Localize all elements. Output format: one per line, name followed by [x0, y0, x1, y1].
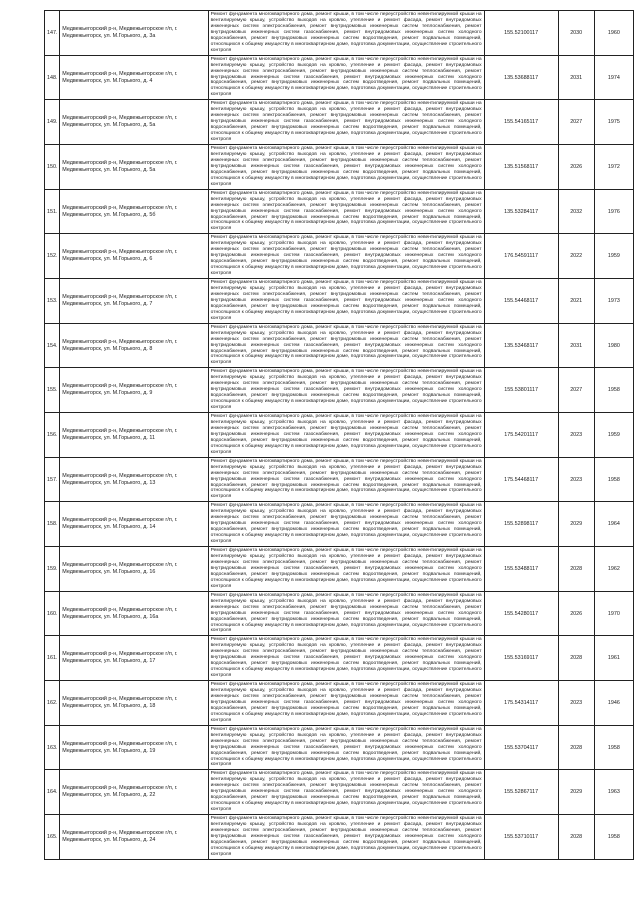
- construction-year: 1975: [594, 100, 633, 145]
- building-address: Медвежьегорский р-н, Медвежьегорское г/п, г. Медвежьегорск, ул. М.Горького, д. 5б: [60, 189, 208, 234]
- row-number: 150.: [45, 145, 60, 190]
- construction-year: 1960: [594, 11, 633, 56]
- row-number: 156.: [45, 413, 60, 458]
- building-address: Медвежьегорский р-н, Медвежьегорское г/п, г. Медвежьегорск, ул. М.Горького, д. 8: [60, 323, 208, 368]
- planned-repair-year: 2032: [558, 189, 594, 234]
- table-row: [45, 547, 634, 592]
- repair-works-description: Ремонт фундамента многоквартирного дома, ремонт крыши, в том числе переустройство невентилируемой крыши на вентилируемую крышу, устройство выходов на кровлю, утепление и ремонт фасада, ремонт внутридомовых инженерных систем электроснабжения, ремонт внутридомовых инженерных систем теплоснабжения, ремонт внутридомовых инженерных систем газоснабжения, ремонт внутридомовых инженерных систем холодного водоснабжения, ремонт внутридомовых инженерных систем водоотведения, ремонт подвальных помещений, относящихся к общему имуществу в многоквартирном доме, подготовка документации, осуществление строительного контроля: [208, 145, 484, 190]
- object-code: 155.52898117: [484, 502, 558, 547]
- building-address: Медвежьегорский р-н, Медвежьегорское г/п, г. Медвежьегорск, ул. М.Горького, д. 24: [60, 815, 208, 860]
- object-code: 155.53801117: [484, 368, 558, 413]
- planned-repair-year: 2026: [558, 591, 594, 636]
- table-row: [45, 725, 634, 770]
- housing-repair-register: [44, 10, 634, 860]
- row-number: 152.: [45, 234, 60, 279]
- repair-works-description: Ремонт фундамента многоквартирного дома, ремонт крыши, в том числе переустройство невентилируемой крыши на вентилируемую крышу, устройство выходов на кровлю, утепление и ремонт фасада, ремонт внутридомовых инженерных систем электроснабжения, ремонт внутридомовых инженерных систем теплоснабжения, ремонт внутридомовых инженерных систем газоснабжения, ремонт внутридомовых инженерных систем холодного водоснабжения, ремонт внутридомовых инженерных систем водоотведения, ремонт подвальных помещений, относящихся к общему имуществу в многоквартирном доме, подготовка документации, осуществление строительного контроля: [208, 413, 484, 458]
- planned-repair-year: 2026: [558, 145, 594, 190]
- building-address: Медвежьегорский р-н, Медвежьегорское г/п, г. Медвежьегорск, ул. М.Горького, д. 5а: [60, 100, 208, 145]
- row-number: 151.: [45, 189, 60, 234]
- object-code: 175.54201117: [484, 413, 558, 458]
- building-address: Медвежьегорский р-н, Медвежьегорское г/п, г. Медвежьегорск, ул. М.Горького, д. 14: [60, 502, 208, 547]
- row-number: 153.: [45, 279, 60, 324]
- repair-works-description: Ремонт фундамента многоквартирного дома, ремонт крыши, в том числе переустройство невентилируемой крыши на вентилируемую крышу, устройство выходов на кровлю, утепление и ремонт фасада, ремонт внутридомовых инженерных систем электроснабжения, ремонт внутридомовых инженерных систем теплоснабжения, ремонт внутридомовых инженерных систем газоснабжения, ремонт внутридомовых инженерных систем холодного водоснабжения, ремонт внутридомовых инженерных систем водоотведения, ремонт подвальных помещений, относящихся к общему имуществу в многоквартирном доме, подготовка документации, осуществление строительного контроля: [208, 815, 484, 860]
- planned-repair-year: 2027: [558, 368, 594, 413]
- repair-works-description: Ремонт фундамента многоквартирного дома, ремонт крыши, в том числе переустройство невентилируемой крыши на вентилируемую крышу, устройство выходов на кровлю, утепление и ремонт фасада, ремонт внутридомовых инженерных систем электроснабжения, ремонт внутридомовых инженерных систем теплоснабжения, ремонт внутридомовых инженерных систем газоснабжения, ремонт внутридомовых инженерных систем холодного водоснабжения, ремонт внутридомовых инженерных систем водоотведения, ремонт подвальных помещений, относящихся к общему имуществу в многоквартирном доме, подготовка документации, осуществление строительного контроля: [208, 368, 484, 413]
- building-address: Медвежьегорский р-н, Медвежьегорское г/п, г. Медвежьегорск, ул. М.Горького, д. 7: [60, 279, 208, 324]
- repair-works-description: Ремонт фундамента многоквартирного дома, ремонт крыши, в том числе переустройство невентилируемой крыши на вентилируемую крышу, устройство выходов на кровлю, утепление и ремонт фасада, ремонт внутридомовых инженерных систем электроснабжения, ремонт внутридомовых инженерных систем теплоснабжения, ремонт внутридомовых инженерных систем газоснабжения, ремонт внутридомовых инженерных систем холодного водоснабжения, ремонт внутридомовых инженерных систем водоотведения, ремонт подвальных помещений, относящихся к общему имуществу в многоквартирном доме, подготовка документации, осуществление строительного контроля: [208, 457, 484, 502]
- row-number: 154.: [45, 323, 60, 368]
- building-address: Медвежьегорский р-н, Медвежьегорское г/п, г. Медвежьегорск, ул. М.Горького, д. 16а: [60, 591, 208, 636]
- construction-year: 1959: [594, 234, 633, 279]
- repair-works-description: Ремонт фундамента многоквартирного дома, ремонт крыши, в том числе переустройство невентилируемой крыши на вентилируемую крышу, устройство выходов на кровлю, утепление и ремонт фасада, ремонт внутридомовых инженерных систем электроснабжения, ремонт внутридомовых инженерных систем теплоснабжения, ремонт внутридомовых инженерных систем газоснабжения, ремонт внутридомовых инженерных систем холодного водоснабжения, ремонт внутридомовых инженерных систем водоотведения, ремонт подвальных помещений, относящихся к общему имуществу в многоквартирном доме, подготовка документации, осуществление строительного контроля: [208, 234, 484, 279]
- planned-repair-year: 2023: [558, 681, 594, 726]
- building-address: Медвежьегорский р-н, Медвежьегорское г/п, г. Медвежьегорск, ул. М.Горького, д. 18: [60, 681, 208, 726]
- construction-year: 1946: [594, 681, 633, 726]
- repair-works-description: Ремонт фундамента многоквартирного дома, ремонт крыши, в том числе переустройство невентилируемой крыши на вентилируемую крышу, устройство выходов на кровлю, утепление и ремонт фасада, ремонт внутридомовых инженерных систем электроснабжения, ремонт внутридомовых инженерных систем теплоснабжения, ремонт внутридомовых инженерных систем газоснабжения, ремонт внутридомовых инженерных систем холодного водоснабжения, ремонт внутридомовых инженерных систем водоотведения, ремонт подвальных помещений, относящихся к общему имуществу в многоквартирном доме, подготовка документации, осуществление строительного контроля: [208, 279, 484, 324]
- table-row: [45, 323, 634, 368]
- construction-year: 1961: [594, 636, 633, 681]
- table-row: [45, 770, 634, 815]
- construction-year: 1958: [594, 815, 633, 860]
- planned-repair-year: 2028: [558, 815, 594, 860]
- repair-works-description: Ремонт фундамента многоквартирного дома, ремонт крыши, в том числе переустройство невентилируемой крыши на вентилируемую крышу, устройство выходов на кровлю, утепление и ремонт фасада, ремонт внутридомовых инженерных систем электроснабжения, ремонт внутридомовых инженерных систем теплоснабжения, ремонт внутридомовых инженерных систем газоснабжения, ремонт внутридомовых инженерных систем холодного водоснабжения, ремонт внутридомовых инженерных систем водоотведения, ремонт подвальных помещений, относящихся к общему имуществу в многоквартирном доме, подготовка документации, осуществление строительного контроля: [208, 55, 484, 100]
- table-row: [45, 145, 634, 190]
- building-address: Медвежьегорский р-н, Медвежьегорское г/п, г. Медвежьегорск, ул. М.Горького, д. 13: [60, 457, 208, 502]
- object-code: 135.53688117: [484, 55, 558, 100]
- repair-works-description: Ремонт фундамента многоквартирного дома, ремонт крыши, в том числе переустройство невентилируемой крыши на вентилируемую крышу, устройство выходов на кровлю, утепление и ремонт фасада, ремонт внутридомовых инженерных систем электроснабжения, ремонт внутридомовых инженерных систем теплоснабжения, ремонт внутридомовых инженерных систем газоснабжения, ремонт внутридомовых инженерных систем холодного водоснабжения, ремонт внутридомовых инженерных систем водоотведения, ремонт подвальных помещений, относящихся к общему имуществу в многоквартирном доме, подготовка документации, осуществление строительного контроля: [208, 189, 484, 234]
- planned-repair-year: 2029: [558, 770, 594, 815]
- table-row: [45, 368, 634, 413]
- register-table: [44, 10, 634, 860]
- construction-year: 1974: [594, 55, 633, 100]
- repair-works-description: Ремонт фундамента многоквартирного дома, ремонт крыши, в том числе переустройство невентилируемой крыши на вентилируемую крышу, устройство выходов на кровлю, утепление и ремонт фасада, ремонт внутридомовых инженерных систем электроснабжения, ремонт внутридомовых инженерных систем теплоснабжения, ремонт внутридомовых инженерных систем газоснабжения, ремонт внутридомовых инженерных систем холодного водоснабжения, ремонт внутридомовых инженерных систем водоотведения, ремонт подвальных помещений, относящихся к общему имуществу в многоквартирном доме, подготовка документации, осуществление строительного контроля: [208, 591, 484, 636]
- construction-year: 1976: [594, 189, 633, 234]
- object-code: 176.54591117: [484, 234, 558, 279]
- object-code: 155.53704117: [484, 725, 558, 770]
- object-code: 155.54280117: [484, 591, 558, 636]
- table-row: [45, 681, 634, 726]
- object-code: 155.54165117: [484, 100, 558, 145]
- planned-repair-year: 2028: [558, 547, 594, 592]
- repair-works-description: Ремонт фундамента многоквартирного дома, ремонт крыши, в том числе переустройство невентилируемой крыши на вентилируемую крышу, устройство выходов на кровлю, утепление и ремонт фасада, ремонт внутридомовых инженерных систем электроснабжения, ремонт внутридомовых инженерных систем теплоснабжения, ремонт внутридомовых инженерных систем газоснабжения, ремонт внутридомовых инженерных систем холодного водоснабжения, ремонт внутридомовых инженерных систем водоотведения, ремонт подвальных помещений, относящихся к общему имуществу в многоквартирном доме, подготовка документации, осуществление строительного контроля: [208, 100, 484, 145]
- planned-repair-year: 2031: [558, 55, 594, 100]
- register-rows: [45, 11, 634, 860]
- planned-repair-year: 2027: [558, 100, 594, 145]
- building-address: Медвежьегорский р-н, Медвежьегорское г/п, г. Медвежьегорск, ул. М.Горького, д. 22: [60, 770, 208, 815]
- table-row: [45, 234, 634, 279]
- construction-year: 1963: [594, 770, 633, 815]
- object-code: 155.52867117: [484, 770, 558, 815]
- building-address: Медвежьегорский р-н, Медвежьегорское г/п, г. Медвежьегорск, ул. М.Горького, д. 17: [60, 636, 208, 681]
- construction-year: 1962: [594, 547, 633, 592]
- object-code: 155.53169117: [484, 636, 558, 681]
- object-code: 155.53488117: [484, 547, 558, 592]
- construction-year: 1958: [594, 725, 633, 770]
- table-row: [45, 502, 634, 547]
- row-number: 148.: [45, 55, 60, 100]
- building-address: Медвежьегорский р-н, Медвежьегорское г/п, г. Медвежьегорск, ул. М.Горького, д. 6: [60, 234, 208, 279]
- repair-works-description: Ремонт фундамента многоквартирного дома, ремонт крыши, в том числе переустройство невентилируемой крыши на вентилируемую крышу, устройство выходов на кровлю, утепление и ремонт фасада, ремонт внутридомовых инженерных систем электроснабжения, ремонт внутридомовых инженерных систем теплоснабжения, ремонт внутридомовых инженерных систем газоснабжения, ремонт внутридомовых инженерных систем холодного водоснабжения, ремонт внутридомовых инженерных систем водоотведения, ремонт подвальных помещений, относящихся к общему имуществу в многоквартирном доме, подготовка документации, осуществление строительного контроля: [208, 725, 484, 770]
- row-number: 155.: [45, 368, 60, 413]
- construction-year: 1972: [594, 145, 633, 190]
- building-address: Медвежьегорский р-н, Медвежьегорское г/п, г. Медвежьегорск, ул. М.Горького, д. 5а: [60, 145, 208, 190]
- construction-year: 1964: [594, 502, 633, 547]
- building-address: Медвежьегорский р-н, Медвежьегорское г/п, г. Медвежьегорск, ул. М.Горького, д. 19: [60, 725, 208, 770]
- row-number: 164.: [45, 770, 60, 815]
- planned-repair-year: 2022: [558, 234, 594, 279]
- building-address: Медвежьегорский р-н, Медвежьегорское г/п, г. Медвежьегорск, ул. М.Горького, д. 11: [60, 413, 208, 458]
- repair-works-description: Ремонт фундамента многоквартирного дома, ремонт крыши, в том числе переустройство невентилируемой крыши на вентилируемую крышу, устройство выходов на кровлю, утепление и ремонт фасада, ремонт внутридомовых инженерных систем электроснабжения, ремонт внутридомовых инженерных систем теплоснабжения, ремонт внутридомовых инженерных систем газоснабжения, ремонт внутридомовых инженерных систем холодного водоснабжения, ремонт внутридомовых инженерных систем водоотведения, ремонт подвальных помещений, относящихся к общему имуществу в многоквартирном доме, подготовка документации, осуществление строительного контроля: [208, 770, 484, 815]
- table-row: [45, 279, 634, 324]
- planned-repair-year: 2030: [558, 11, 594, 56]
- construction-year: 1973: [594, 279, 633, 324]
- construction-year: 1959: [594, 413, 633, 458]
- row-number: 163.: [45, 725, 60, 770]
- planned-repair-year: 2028: [558, 725, 594, 770]
- building-address: Медвежьегорский р-н, Медвежьегорское г/п, г. Медвежьегорск, ул. М.Горького, д. 3а: [60, 11, 208, 56]
- planned-repair-year: 2023: [558, 457, 594, 502]
- repair-works-description: Ремонт фундамента многоквартирного дома, ремонт крыши, в том числе переустройство невентилируемой крыши на вентилируемую крышу, устройство выходов на кровлю, утепление и ремонт фасада, ремонт внутридомовых инженерных систем электроснабжения, ремонт внутридомовых инженерных систем теплоснабжения, ремонт внутридомовых инженерных систем газоснабжения, ремонт внутридомовых инженерных систем холодного водоснабжения, ремонт внутридомовых инженерных систем водоотведения, ремонт подвальных помещений, относящихся к общему имуществу в многоквартирном доме, подготовка документации, осуществление строительного контроля: [208, 502, 484, 547]
- row-number: 157.: [45, 457, 60, 502]
- table-row: [45, 457, 634, 502]
- planned-repair-year: 2023: [558, 413, 594, 458]
- repair-works-description: Ремонт фундамента многоквартирного дома, ремонт крыши, в том числе переустройство невентилируемой крыши на вентилируемую крышу, устройство выходов на кровлю, утепление и ремонт фасада, ремонт внутридомовых инженерных систем электроснабжения, ремонт внутридомовых инженерных систем теплоснабжения, ремонт внутридомовых инженерных систем газоснабжения, ремонт внутридомовых инженерных систем холодного водоснабжения, ремонт внутридомовых инженерных систем водоотведения, ремонт подвальных помещений, относящихся к общему имуществу в многоквартирном доме, подготовка документации, осуществление строительного контроля: [208, 11, 484, 56]
- repair-works-description: Ремонт фундамента многоквартирного дома, ремонт крыши, в том числе переустройство невентилируемой крыши на вентилируемую крышу, устройство выходов на кровлю, утепление и ремонт фасада, ремонт внутридомовых инженерных систем электроснабжения, ремонт внутридомовых инженерных систем теплоснабжения, ремонт внутридомовых инженерных систем газоснабжения, ремонт внутридомовых инженерных систем холодного водоснабжения, ремонт внутридомовых инженерных систем водоотведения, ремонт подвальных помещений, относящихся к общему имуществу в многоквартирном доме, подготовка документации, осуществление строительного контроля: [208, 323, 484, 368]
- building-address: Медвежьегорский р-н, Медвежьегорское г/п, г. Медвежьегорск, ул. М.Горького, д. 4: [60, 55, 208, 100]
- table-row: [45, 413, 634, 458]
- table-row: [45, 11, 634, 56]
- repair-works-description: Ремонт фундамента многоквартирного дома, ремонт крыши, в том числе переустройство невентилируемой крыши на вентилируемую крышу, устройство выходов на кровлю, утепление и ремонт фасада, ремонт внутридомовых инженерных систем электроснабжения, ремонт внутридомовых инженерных систем теплоснабжения, ремонт внутридомовых инженерных систем газоснабжения, ремонт внутридомовых инженерных систем холодного водоснабжения, ремонт внутридомовых инженерных систем водоотведения, ремонт подвальных помещений, относящихся к общему имуществу в многоквартирном доме, подготовка документации, осуществление строительного контроля: [208, 547, 484, 592]
- table-row: [45, 55, 634, 100]
- row-number: 158.: [45, 502, 60, 547]
- object-code: 135.53468117: [484, 323, 558, 368]
- construction-year: 1958: [594, 368, 633, 413]
- repair-works-description: Ремонт фундамента многоквартирного дома, ремонт крыши, в том числе переустройство невентилируемой крыши на вентилируемую крышу, устройство выходов на кровлю, утепление и ремонт фасада, ремонт внутридомовых инженерных систем электроснабжения, ремонт внутридомовых инженерных систем теплоснабжения, ремонт внутридомовых инженерных систем газоснабжения, ремонт внутридомовых инженерных систем холодного водоснабжения, ремонт внутридомовых инженерных систем водоотведения, ремонт подвальных помещений, относящихся к общему имуществу в многоквартирном доме, подготовка документации, осуществление строительного контроля: [208, 681, 484, 726]
- building-address: Медвежьегорский р-н, Медвежьегорское г/п, г. Медвежьегорск, ул. М.Горького, д. 9: [60, 368, 208, 413]
- table-row: [45, 591, 634, 636]
- planned-repair-year: 2021: [558, 279, 594, 324]
- row-number: 161.: [45, 636, 60, 681]
- planned-repair-year: 2028: [558, 636, 594, 681]
- object-code: 135.53284117: [484, 189, 558, 234]
- row-number: 147.: [45, 11, 60, 56]
- construction-year: 1958: [594, 457, 633, 502]
- construction-year: 1970: [594, 591, 633, 636]
- table-row: [45, 189, 634, 234]
- building-address: Медвежьегорский р-н, Медвежьегорское г/п, г. Медвежьегорск, ул. М.Горького, д. 16: [60, 547, 208, 592]
- row-number: 160.: [45, 591, 60, 636]
- object-code: 155.52100117: [484, 11, 558, 56]
- object-code: 155.54468117: [484, 279, 558, 324]
- row-number: 162.: [45, 681, 60, 726]
- object-code: 135.51568117: [484, 145, 558, 190]
- planned-repair-year: 2029: [558, 502, 594, 547]
- object-code: 175.54468117: [484, 457, 558, 502]
- object-code: 155.53710117: [484, 815, 558, 860]
- table-row: [45, 636, 634, 681]
- repair-works-description: Ремонт фундамента многоквартирного дома, ремонт крыши, в том числе переустройство невентилируемой крыши на вентилируемую крышу, устройство выходов на кровлю, утепление и ремонт фасада, ремонт внутридомовых инженерных систем электроснабжения, ремонт внутридомовых инженерных систем теплоснабжения, ремонт внутридомовых инженерных систем газоснабжения, ремонт внутридомовых инженерных систем холодного водоснабжения, ремонт внутридомовых инженерных систем водоотведения, ремонт подвальных помещений, относящихся к общему имуществу в многоквартирном доме, подготовка документации, осуществление строительного контроля: [208, 636, 484, 681]
- planned-repair-year: 2031: [558, 323, 594, 368]
- object-code: 175.54314117: [484, 681, 558, 726]
- row-number: 159.: [45, 547, 60, 592]
- construction-year: 1980: [594, 323, 633, 368]
- row-number: 149.: [45, 100, 60, 145]
- row-number: 165.: [45, 815, 60, 860]
- table-row: [45, 100, 634, 145]
- table-row: [45, 815, 634, 860]
